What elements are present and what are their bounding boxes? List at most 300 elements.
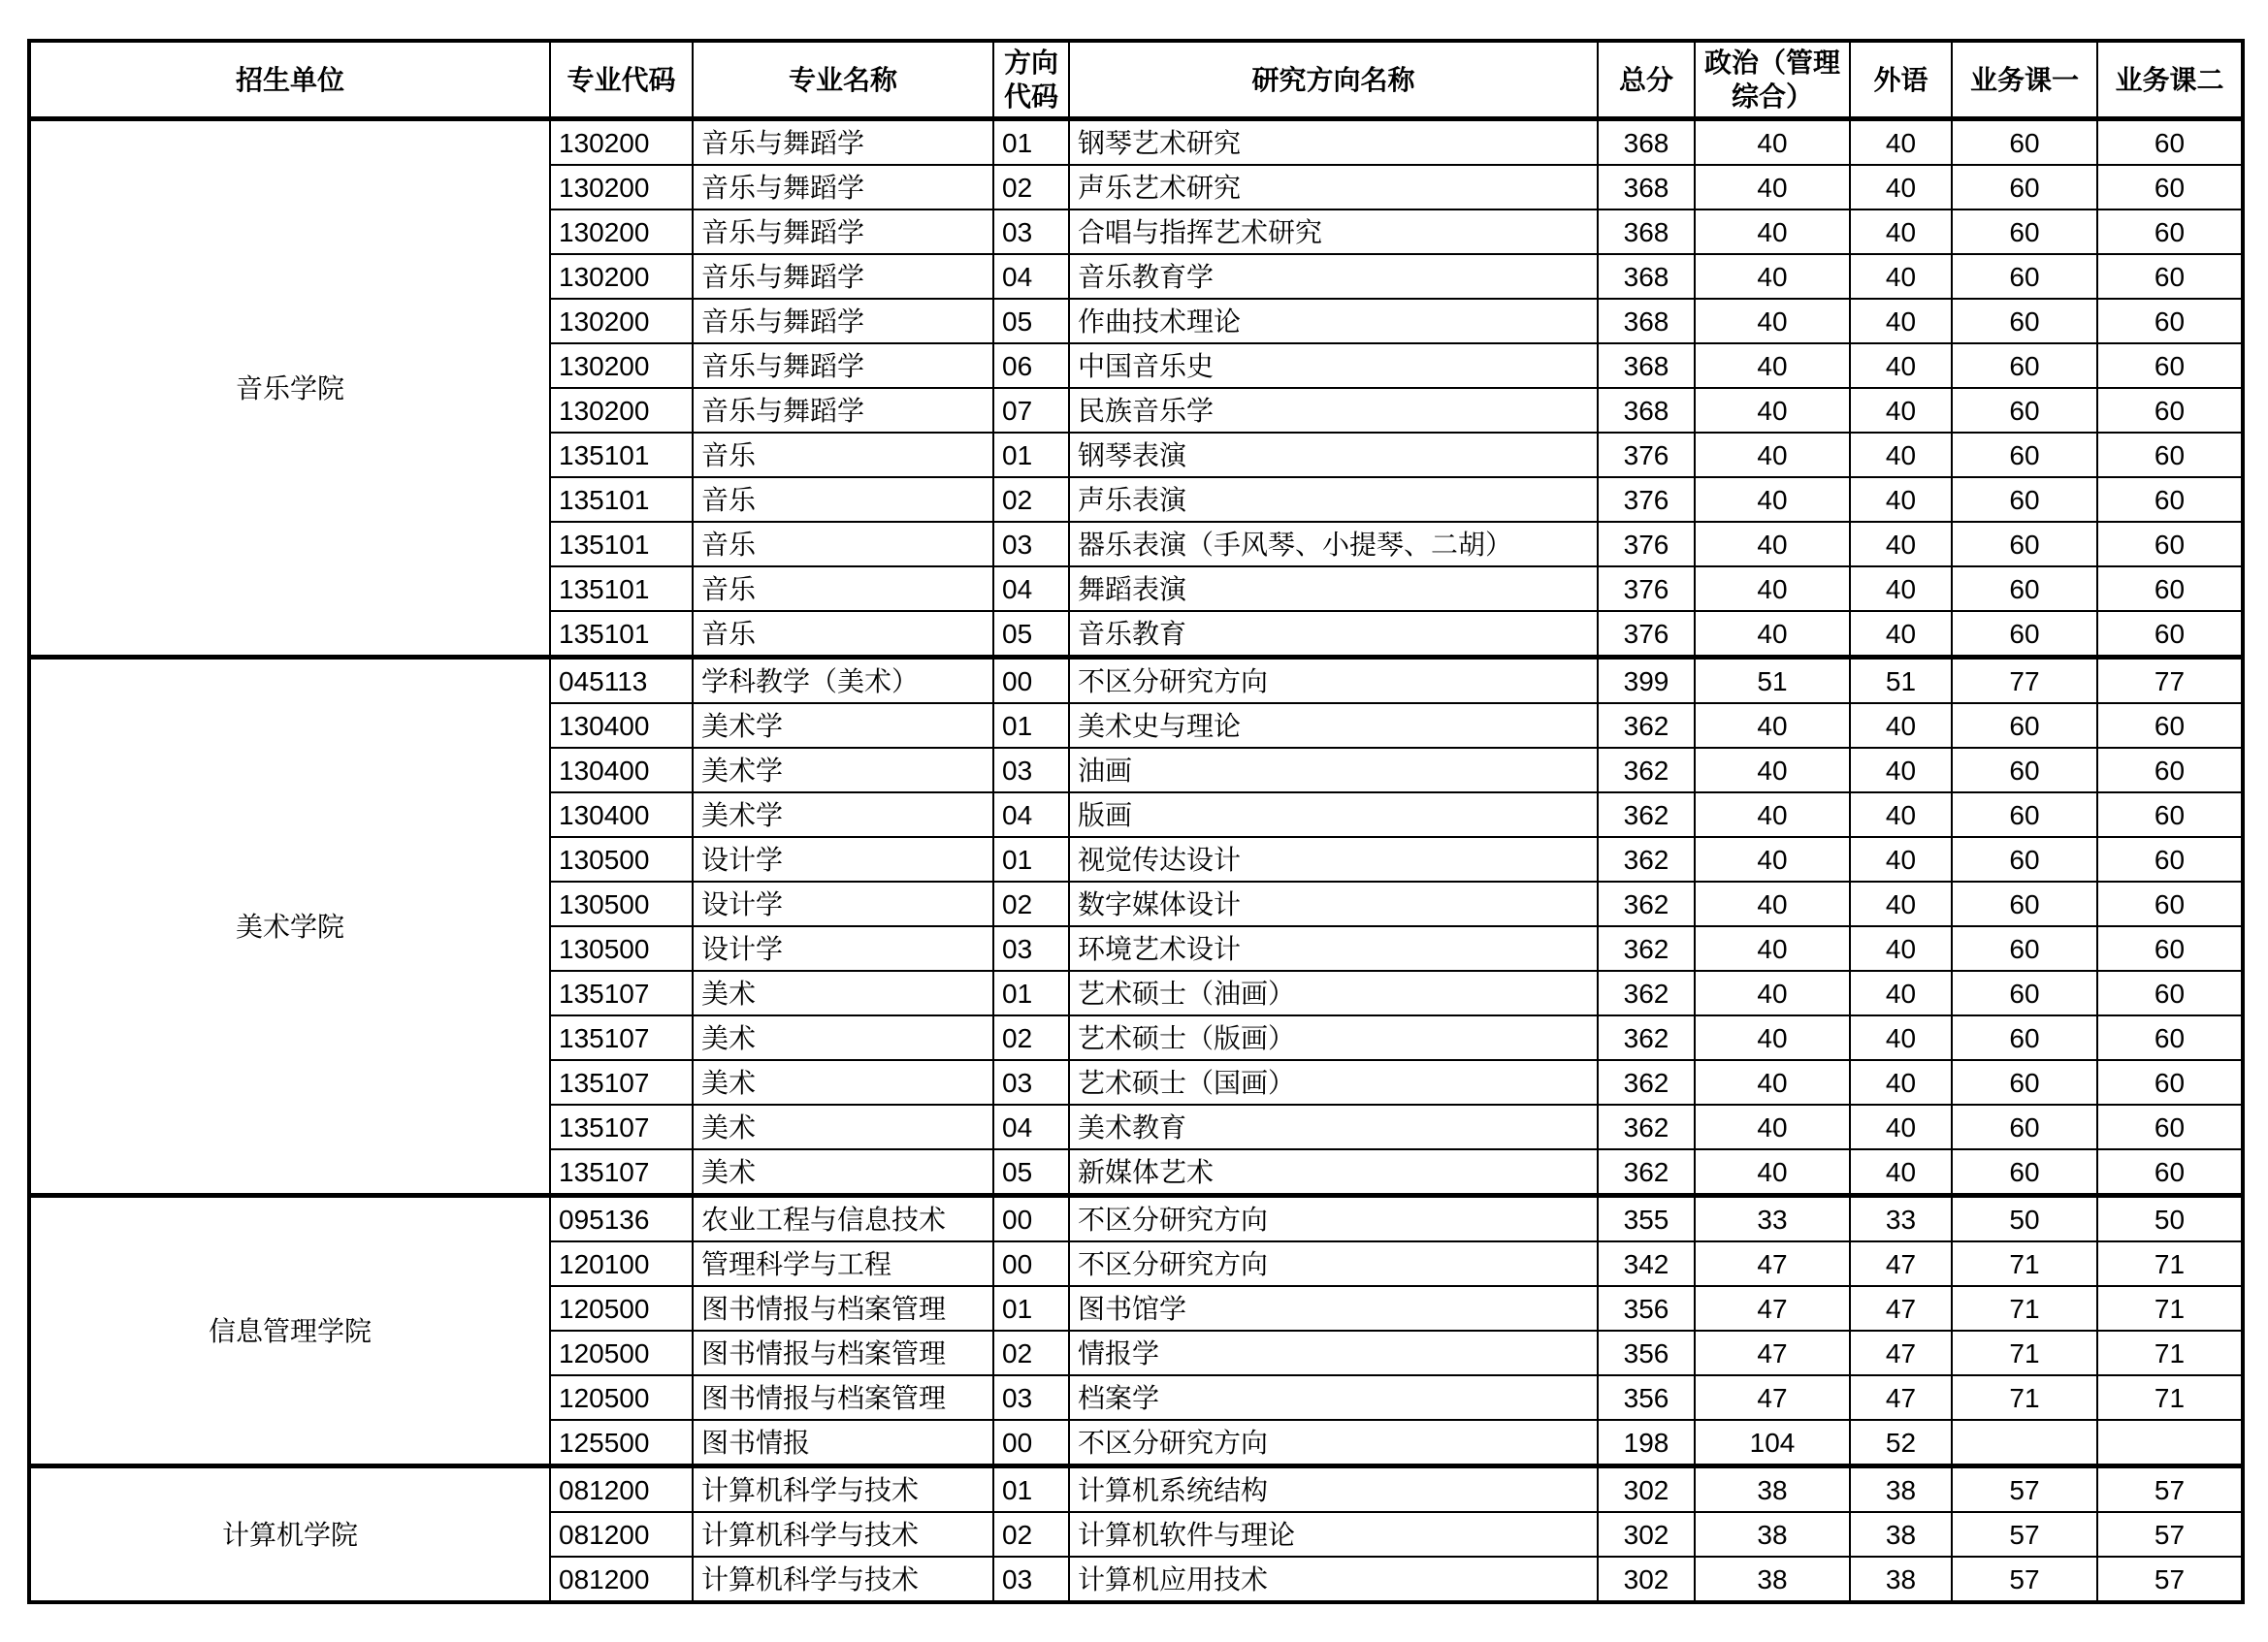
cell-foreign-language-score: 40 — [1850, 1149, 1952, 1196]
column-header: 外语 — [1850, 41, 1952, 119]
cell-course2-score: 60 — [2097, 522, 2243, 566]
cell-course1-score: 71 — [1952, 1331, 2097, 1375]
cell-politics-score: 40 — [1695, 1060, 1850, 1105]
cell-politics-score: 40 — [1695, 837, 1850, 882]
cell-direction-code: 06 — [993, 343, 1069, 388]
cell-major-name: 美术学 — [693, 703, 993, 748]
cell-politics-score: 47 — [1695, 1375, 1850, 1420]
cell-total-score: 356 — [1598, 1286, 1695, 1331]
column-header: 研究方向名称 — [1069, 41, 1598, 119]
cell-direction-code: 02 — [993, 477, 1069, 522]
cell-major-name: 音乐 — [693, 522, 993, 566]
cell-major-code: 130200 — [550, 299, 693, 343]
cell-course2-score: 60 — [2097, 1015, 2243, 1060]
cell-direction-code: 01 — [993, 1466, 1069, 1513]
cell-foreign-language-score: 38 — [1850, 1466, 1952, 1513]
cell-course2-score: 60 — [2097, 1149, 2243, 1196]
cell-foreign-language-score: 40 — [1850, 703, 1952, 748]
cell-major-name: 音乐与舞蹈学 — [693, 388, 993, 433]
cell-course1-score: 60 — [1952, 1060, 2097, 1105]
cell-major-code: 130200 — [550, 388, 693, 433]
cell-direction-name: 艺术硕士（油画） — [1069, 971, 1598, 1015]
cell-course2-score: 57 — [2097, 1557, 2243, 1602]
cell-major-name: 农业工程与信息技术 — [693, 1196, 993, 1242]
cell-course1-score: 60 — [1952, 703, 2097, 748]
cell-major-code: 045113 — [550, 658, 693, 704]
cell-total-score: 362 — [1598, 971, 1695, 1015]
cell-course2-score: 60 — [2097, 343, 2243, 388]
cell-direction-name: 美术教育 — [1069, 1105, 1598, 1149]
table-row — [29, 658, 2243, 704]
column-header: 政治（管理综合） — [1695, 41, 1850, 119]
cell-major-code: 120500 — [550, 1331, 693, 1375]
cell-major-code: 135101 — [550, 433, 693, 477]
cell-politics-score: 38 — [1695, 1512, 1850, 1557]
column-header: 业务课二 — [2097, 41, 2243, 119]
cell-major-name: 音乐 — [693, 611, 993, 658]
cell-course2-score: 60 — [2097, 1060, 2243, 1105]
cell-course2-score: 60 — [2097, 209, 2243, 254]
cell-major-name: 音乐与舞蹈学 — [693, 209, 993, 254]
cell-direction-code: 05 — [993, 611, 1069, 658]
cell-major-code: 120500 — [550, 1375, 693, 1420]
unit-cell: 音乐学院 — [29, 119, 550, 658]
cell-course1-score: 60 — [1952, 792, 2097, 837]
cell-foreign-language-score: 40 — [1850, 837, 1952, 882]
cell-foreign-language-score: 40 — [1850, 971, 1952, 1015]
cell-major-name: 美术 — [693, 1015, 993, 1060]
cell-total-score: 355 — [1598, 1196, 1695, 1242]
column-header: 总分 — [1598, 41, 1695, 119]
cell-major-name: 图书情报与档案管理 — [693, 1286, 993, 1331]
column-header: 招生单位 — [29, 41, 550, 119]
cell-major-name: 美术学 — [693, 748, 993, 792]
cell-total-score: 342 — [1598, 1241, 1695, 1286]
cell-course2-score: 60 — [2097, 611, 2243, 658]
cell-course2-score: 71 — [2097, 1286, 2243, 1331]
cell-direction-name: 不区分研究方向 — [1069, 1241, 1598, 1286]
cell-course1-score: 60 — [1952, 1149, 2097, 1196]
cell-foreign-language-score: 40 — [1850, 882, 1952, 926]
cell-major-code: 081200 — [550, 1512, 693, 1557]
cell-major-code: 130500 — [550, 926, 693, 971]
cell-total-score: 302 — [1598, 1512, 1695, 1557]
cell-direction-code: 03 — [993, 1375, 1069, 1420]
cell-major-name: 音乐与舞蹈学 — [693, 299, 993, 343]
table-body — [29, 119, 2243, 1603]
cell-total-score: 368 — [1598, 254, 1695, 299]
cell-foreign-language-score: 38 — [1850, 1557, 1952, 1602]
cell-major-code: 130500 — [550, 882, 693, 926]
cell-course2-score: 60 — [2097, 1105, 2243, 1149]
cell-major-code: 135107 — [550, 1105, 693, 1149]
cell-course2-score: 60 — [2097, 433, 2243, 477]
cell-direction-code: 00 — [993, 1241, 1069, 1286]
table-row — [29, 119, 2243, 166]
cell-politics-score: 38 — [1695, 1557, 1850, 1602]
cell-course1-score: 60 — [1952, 343, 2097, 388]
cell-total-score: 302 — [1598, 1466, 1695, 1513]
cell-major-code: 135107 — [550, 1149, 693, 1196]
cell-politics-score: 40 — [1695, 1105, 1850, 1149]
cell-total-score: 376 — [1598, 566, 1695, 611]
cell-major-code: 135101 — [550, 566, 693, 611]
cell-course2-score: 60 — [2097, 971, 2243, 1015]
cell-total-score: 368 — [1598, 343, 1695, 388]
cell-total-score: 368 — [1598, 119, 1695, 166]
cell-direction-code: 05 — [993, 1149, 1069, 1196]
cell-direction-code: 02 — [993, 1331, 1069, 1375]
cell-direction-name: 档案学 — [1069, 1375, 1598, 1420]
cell-major-code: 130400 — [550, 792, 693, 837]
cell-foreign-language-score: 40 — [1850, 1105, 1952, 1149]
cell-foreign-language-score: 40 — [1850, 388, 1952, 433]
cell-course2-score: 57 — [2097, 1512, 2243, 1557]
cell-total-score: 362 — [1598, 1149, 1695, 1196]
cell-course1-score: 60 — [1952, 566, 2097, 611]
cell-total-score: 362 — [1598, 837, 1695, 882]
cell-total-score: 368 — [1598, 209, 1695, 254]
cell-direction-name: 不区分研究方向 — [1069, 658, 1598, 704]
cell-politics-score: 40 — [1695, 703, 1850, 748]
cell-total-score: 368 — [1598, 165, 1695, 209]
cell-major-name: 美术 — [693, 1060, 993, 1105]
cell-direction-code: 03 — [993, 748, 1069, 792]
column-header: 专业名称 — [693, 41, 993, 119]
cell-direction-name: 声乐艺术研究 — [1069, 165, 1598, 209]
cell-politics-score: 33 — [1695, 1196, 1850, 1242]
cell-politics-score: 40 — [1695, 882, 1850, 926]
cell-politics-score: 40 — [1695, 343, 1850, 388]
cell-course2-score: 57 — [2097, 1466, 2243, 1513]
cell-total-score: 356 — [1598, 1331, 1695, 1375]
cell-major-name: 音乐与舞蹈学 — [693, 165, 993, 209]
cell-major-name: 设计学 — [693, 926, 993, 971]
cell-direction-name: 版画 — [1069, 792, 1598, 837]
cell-major-name: 音乐与舞蹈学 — [693, 119, 993, 166]
admission-score-table — [27, 39, 2245, 1604]
cell-major-code: 125500 — [550, 1420, 693, 1466]
cell-major-name: 音乐与舞蹈学 — [693, 254, 993, 299]
cell-total-score: 362 — [1598, 748, 1695, 792]
column-header: 业务课一 — [1952, 41, 2097, 119]
cell-direction-code: 03 — [993, 926, 1069, 971]
cell-politics-score: 47 — [1695, 1286, 1850, 1331]
cell-major-name: 设计学 — [693, 882, 993, 926]
cell-politics-score: 47 — [1695, 1241, 1850, 1286]
cell-direction-name: 器乐表演（手风琴、小提琴、二胡） — [1069, 522, 1598, 566]
table-row — [29, 1196, 2243, 1242]
cell-direction-code: 00 — [993, 1196, 1069, 1242]
cell-course1-score: 60 — [1952, 611, 2097, 658]
cell-direction-code: 07 — [993, 388, 1069, 433]
cell-direction-code: 03 — [993, 209, 1069, 254]
cell-course2-score: 50 — [2097, 1196, 2243, 1242]
cell-total-score: 376 — [1598, 611, 1695, 658]
cell-major-code: 130200 — [550, 119, 693, 166]
cell-course2-score: 60 — [2097, 119, 2243, 166]
cell-direction-code: 01 — [993, 971, 1069, 1015]
cell-course1-score: 57 — [1952, 1466, 2097, 1513]
cell-direction-code: 03 — [993, 1060, 1069, 1105]
cell-foreign-language-score: 40 — [1850, 119, 1952, 166]
cell-direction-name: 情报学 — [1069, 1331, 1598, 1375]
cell-direction-code: 01 — [993, 433, 1069, 477]
cell-politics-score: 40 — [1695, 1149, 1850, 1196]
cell-politics-score: 40 — [1695, 119, 1850, 166]
cell-course1-score: 71 — [1952, 1241, 2097, 1286]
cell-direction-code: 03 — [993, 1557, 1069, 1602]
cell-politics-score: 104 — [1695, 1420, 1850, 1466]
cell-direction-code: 04 — [993, 792, 1069, 837]
cell-course2-score: 71 — [2097, 1331, 2243, 1375]
cell-direction-name: 计算机系统结构 — [1069, 1466, 1598, 1513]
cell-course1-score: 60 — [1952, 882, 2097, 926]
cell-politics-score: 51 — [1695, 658, 1850, 704]
cell-direction-code: 04 — [993, 566, 1069, 611]
cell-course2-score: 60 — [2097, 165, 2243, 209]
cell-direction-code: 05 — [993, 299, 1069, 343]
cell-direction-name: 视觉传达设计 — [1069, 837, 1598, 882]
cell-major-code: 135107 — [550, 1060, 693, 1105]
cell-total-score: 362 — [1598, 926, 1695, 971]
cell-major-name: 音乐 — [693, 433, 993, 477]
cell-politics-score: 40 — [1695, 971, 1850, 1015]
cell-course1-score: 77 — [1952, 658, 2097, 704]
cell-total-score: 399 — [1598, 658, 1695, 704]
cell-total-score: 362 — [1598, 1060, 1695, 1105]
cell-course1-score: 60 — [1952, 388, 2097, 433]
cell-course1-score: 50 — [1952, 1196, 2097, 1242]
cell-politics-score: 40 — [1695, 165, 1850, 209]
cell-direction-name: 数字媒体设计 — [1069, 882, 1598, 926]
cell-direction-name: 艺术硕士（国画） — [1069, 1060, 1598, 1105]
cell-direction-code: 03 — [993, 522, 1069, 566]
cell-foreign-language-score: 40 — [1850, 165, 1952, 209]
cell-course2-score: 60 — [2097, 388, 2243, 433]
cell-foreign-language-score: 40 — [1850, 1015, 1952, 1060]
cell-direction-code: 01 — [993, 703, 1069, 748]
cell-direction-name: 舞蹈表演 — [1069, 566, 1598, 611]
cell-course2-score: 71 — [2097, 1241, 2243, 1286]
cell-direction-name: 美术史与理论 — [1069, 703, 1598, 748]
cell-politics-score: 40 — [1695, 566, 1850, 611]
cell-course2-score: 60 — [2097, 703, 2243, 748]
cell-major-name: 设计学 — [693, 837, 993, 882]
cell-foreign-language-score: 40 — [1850, 299, 1952, 343]
cell-major-name: 音乐 — [693, 566, 993, 611]
cell-major-name: 学科教学（美术） — [693, 658, 993, 704]
cell-direction-name: 音乐教育学 — [1069, 254, 1598, 299]
cell-total-score: 376 — [1598, 433, 1695, 477]
column-header: 方向代码 — [993, 41, 1069, 119]
cell-direction-name: 音乐教育 — [1069, 611, 1598, 658]
cell-major-code: 095136 — [550, 1196, 693, 1242]
cell-politics-score: 40 — [1695, 792, 1850, 837]
cell-major-name: 图书情报与档案管理 — [693, 1331, 993, 1375]
cell-course1-score: 57 — [1952, 1512, 2097, 1557]
cell-course1-score: 60 — [1952, 971, 2097, 1015]
table-row — [29, 1466, 2243, 1513]
cell-politics-score: 40 — [1695, 254, 1850, 299]
cell-politics-score: 40 — [1695, 748, 1850, 792]
cell-major-code: 130200 — [550, 254, 693, 299]
cell-major-name: 音乐与舞蹈学 — [693, 343, 993, 388]
cell-course1-score: 60 — [1952, 299, 2097, 343]
cell-direction-code: 04 — [993, 254, 1069, 299]
unit-cell: 计算机学院 — [29, 1466, 550, 1603]
cell-major-name: 管理科学与工程 — [693, 1241, 993, 1286]
cell-politics-score: 40 — [1695, 522, 1850, 566]
cell-politics-score: 40 — [1695, 1015, 1850, 1060]
cell-direction-name: 合唱与指挥艺术研究 — [1069, 209, 1598, 254]
cell-direction-name: 中国音乐史 — [1069, 343, 1598, 388]
cell-foreign-language-score: 40 — [1850, 926, 1952, 971]
cell-course1-score: 60 — [1952, 1015, 2097, 1060]
cell-major-name: 计算机科学与技术 — [693, 1466, 993, 1513]
cell-direction-code: 02 — [993, 1512, 1069, 1557]
cell-direction-name: 作曲技术理论 — [1069, 299, 1598, 343]
cell-total-score: 376 — [1598, 477, 1695, 522]
cell-course1-score: 60 — [1952, 209, 2097, 254]
cell-politics-score: 40 — [1695, 388, 1850, 433]
cell-foreign-language-score: 51 — [1850, 658, 1952, 704]
cell-politics-score: 40 — [1695, 477, 1850, 522]
cell-major-code: 120100 — [550, 1241, 693, 1286]
cell-major-name: 美术学 — [693, 792, 993, 837]
cell-foreign-language-score: 40 — [1850, 477, 1952, 522]
cell-foreign-language-score: 47 — [1850, 1331, 1952, 1375]
cell-course1-score: 60 — [1952, 926, 2097, 971]
cell-total-score: 198 — [1598, 1420, 1695, 1466]
cell-major-code: 135101 — [550, 522, 693, 566]
cell-major-code: 130500 — [550, 837, 693, 882]
cell-direction-name: 环境艺术设计 — [1069, 926, 1598, 971]
cell-direction-name: 钢琴表演 — [1069, 433, 1598, 477]
cell-foreign-language-score: 52 — [1850, 1420, 1952, 1466]
cell-direction-name: 艺术硕士（版画） — [1069, 1015, 1598, 1060]
cell-politics-score: 38 — [1695, 1466, 1850, 1513]
cell-major-code: 130400 — [550, 748, 693, 792]
cell-direction-code: 00 — [993, 1420, 1069, 1466]
cell-direction-name: 钢琴艺术研究 — [1069, 119, 1598, 166]
cell-foreign-language-score: 40 — [1850, 209, 1952, 254]
cell-total-score: 368 — [1598, 299, 1695, 343]
cell-course1-score: 57 — [1952, 1557, 2097, 1602]
cell-course1-score: 60 — [1952, 433, 2097, 477]
cell-direction-name: 计算机应用技术 — [1069, 1557, 1598, 1602]
cell-direction-code: 04 — [993, 1105, 1069, 1149]
cell-direction-name: 民族音乐学 — [1069, 388, 1598, 433]
cell-major-code: 130200 — [550, 165, 693, 209]
cell-course1-score: 71 — [1952, 1286, 2097, 1331]
cell-major-code: 135101 — [550, 477, 693, 522]
cell-course2-score: 60 — [2097, 477, 2243, 522]
cell-course2-score: 60 — [2097, 792, 2243, 837]
cell-course1-score: 60 — [1952, 748, 2097, 792]
cell-course2-score: 60 — [2097, 882, 2243, 926]
cell-total-score: 302 — [1598, 1557, 1695, 1602]
cell-course2-score: 60 — [2097, 299, 2243, 343]
cell-major-name: 美术 — [693, 1105, 993, 1149]
cell-major-name: 美术 — [693, 1149, 993, 1196]
cell-course1-score: 60 — [1952, 522, 2097, 566]
cell-major-name: 美术 — [693, 971, 993, 1015]
cell-major-code: 135107 — [550, 971, 693, 1015]
cell-total-score: 362 — [1598, 703, 1695, 748]
cell-course2-score — [2097, 1420, 2243, 1466]
cell-foreign-language-score: 40 — [1850, 611, 1952, 658]
cell-total-score: 362 — [1598, 1015, 1695, 1060]
cell-politics-score: 40 — [1695, 209, 1850, 254]
cell-total-score: 376 — [1598, 522, 1695, 566]
cell-foreign-language-score: 33 — [1850, 1196, 1952, 1242]
cell-course1-score: 60 — [1952, 477, 2097, 522]
cell-course1-score: 60 — [1952, 254, 2097, 299]
cell-major-code: 135107 — [550, 1015, 693, 1060]
cell-direction-code: 02 — [993, 1015, 1069, 1060]
cell-politics-score: 40 — [1695, 299, 1850, 343]
cell-course1-score: 60 — [1952, 1105, 2097, 1149]
column-header: 专业代码 — [550, 41, 693, 119]
cell-course1-score: 71 — [1952, 1375, 2097, 1420]
cell-foreign-language-score: 47 — [1850, 1375, 1952, 1420]
cell-course2-score: 77 — [2097, 658, 2243, 704]
cell-direction-name: 油画 — [1069, 748, 1598, 792]
cell-major-code: 135101 — [550, 611, 693, 658]
cell-direction-name: 不区分研究方向 — [1069, 1196, 1598, 1242]
cell-foreign-language-score: 40 — [1850, 748, 1952, 792]
cell-major-code: 130400 — [550, 703, 693, 748]
cell-direction-name: 新媒体艺术 — [1069, 1149, 1598, 1196]
cell-foreign-language-score: 40 — [1850, 343, 1952, 388]
cell-major-code: 081200 — [550, 1557, 693, 1602]
cell-foreign-language-score: 40 — [1850, 1060, 1952, 1105]
unit-cell: 信息管理学院 — [29, 1196, 550, 1466]
cell-course1-score: 60 — [1952, 165, 2097, 209]
cell-course1-score: 60 — [1952, 119, 2097, 166]
cell-direction-code: 02 — [993, 165, 1069, 209]
cell-politics-score: 47 — [1695, 1331, 1850, 1375]
cell-total-score: 368 — [1598, 388, 1695, 433]
cell-foreign-language-score: 47 — [1850, 1241, 1952, 1286]
cell-direction-name: 不区分研究方向 — [1069, 1420, 1598, 1466]
cell-foreign-language-score: 38 — [1850, 1512, 1952, 1557]
cell-foreign-language-score: 47 — [1850, 1286, 1952, 1331]
cell-major-code: 130200 — [550, 343, 693, 388]
cell-course2-score: 60 — [2097, 748, 2243, 792]
cell-major-code: 081200 — [550, 1466, 693, 1513]
cell-course1-score — [1952, 1420, 2097, 1466]
cell-course1-score: 60 — [1952, 837, 2097, 882]
cell-politics-score: 40 — [1695, 433, 1850, 477]
cell-foreign-language-score: 40 — [1850, 433, 1952, 477]
cell-direction-name: 声乐表演 — [1069, 477, 1598, 522]
cell-major-name: 音乐 — [693, 477, 993, 522]
cell-direction-code: 02 — [993, 882, 1069, 926]
cell-major-code: 120500 — [550, 1286, 693, 1331]
cell-direction-code: 01 — [993, 119, 1069, 166]
cell-direction-code: 00 — [993, 658, 1069, 704]
cell-course2-score: 71 — [2097, 1375, 2243, 1420]
cell-course2-score: 60 — [2097, 254, 2243, 299]
cell-direction-code: 01 — [993, 1286, 1069, 1331]
cell-foreign-language-score: 40 — [1850, 792, 1952, 837]
cell-major-code: 130200 — [550, 209, 693, 254]
cell-direction-name: 图书馆学 — [1069, 1286, 1598, 1331]
cell-politics-score: 40 — [1695, 611, 1850, 658]
cell-foreign-language-score: 40 — [1850, 522, 1952, 566]
